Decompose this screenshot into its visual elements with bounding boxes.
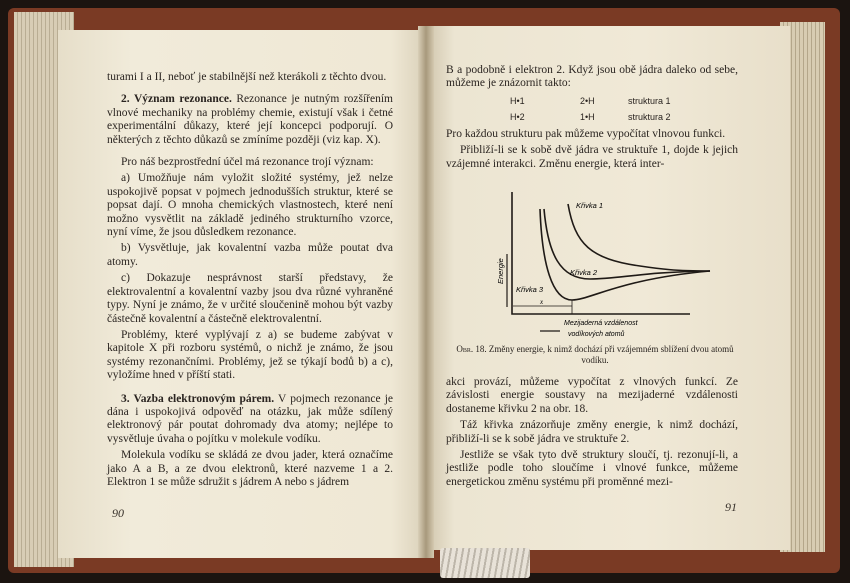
structure-label: struktura 1 xyxy=(628,96,671,106)
distance-label: x xyxy=(540,298,544,306)
paragraph: b) Vysvětluje, jak kovalentní vazba může poutat dva atomy. xyxy=(107,242,393,268)
paragraph-body: Rezonance je nutným rozšířením vlnové mechaniky na problémy chemie, existují však i četné experimentální důkazy, které její koncepci podporují. O některých z těchto důkazů se zmíníme později (viz kap. X). xyxy=(107,93,394,146)
paragraph: Táž křivka znázorňuje změny energie, k nimž dochází, přibliží-li se k sobě jádra ve struktuře 2. xyxy=(446,419,738,445)
paragraph-significance xyxy=(107,93,393,147)
structure-right: 1•H xyxy=(580,112,595,122)
curve-2 xyxy=(544,209,710,279)
book-gutter xyxy=(418,26,434,558)
bookmark-ribbon xyxy=(440,548,530,578)
structure-label: struktura 2 xyxy=(628,112,671,122)
x-axis-label-2: vodíkových atomů xyxy=(568,331,625,338)
paragraph: B a podobně i elektron 2. Když jsou obě jádra daleko od sebe, můžeme je znázornit takto: xyxy=(446,64,738,90)
structure-left: H•2 xyxy=(510,112,525,122)
paragraph: Problémy, které vyplývají z a) se budeme zabývat v kapitole X při rozboru systémů, o nichž je známo, že jsou systémy rezonančními. Problémy, jež se týkají bodů b) a c), vyložíme hned v příští stati. xyxy=(107,328,393,382)
paragraph: Molekula vodíku se skládá ze dvou jader, která označíme jako A a B, a ze dvou elektronů, které nazveme 1 a 2. Elektron 1 se může sdružit s jádrem A nebo s jádrem xyxy=(107,449,393,488)
curve-label: Křivka 1 xyxy=(576,201,604,210)
paragraph: Jestliže se však tyto dvě struktury sloučí, tj. rezonují-li, a jestliže podle toho sloučíme i vlnové funkce, můžeme energetickou změnu systému při proměnné mezi- xyxy=(446,449,738,488)
paragraph: c) Dokazuje nesprávnost starší představy, že elektrovalentní a kovalentní vazby jsou dva různé vyhraněné typy. Nyní je známo, že v určité sloučenině mohou být vazby částečně kovalentní a částečně elektrovalentní. xyxy=(107,272,393,325)
curve-label: Křivka 2 xyxy=(570,268,598,277)
page-number-left: 90 xyxy=(112,506,124,520)
right-page-top-text xyxy=(446,128,738,174)
paragraph: Pro náš bezprostřední účel má rezonance trojí význam: xyxy=(121,156,374,169)
paragraph: Přibliží-li se k sobě dvě jádra ve struktuře 1, dojde k jejich vzájemné interakci. Změnu energie, která inter- xyxy=(446,144,738,170)
curve-3 xyxy=(540,209,710,300)
curve-1 xyxy=(568,204,710,271)
paragraph: akci provází, můžeme vypočítat z vlnových funkcí. Ze závislosti energie soustavy na mezijaderné vzdálenosti dostaneme křivku 2 na obr. 18. xyxy=(446,376,738,415)
left-page-text xyxy=(107,71,393,492)
figure-axes xyxy=(512,192,690,314)
caption-prefix: Obr. 18. xyxy=(456,344,487,354)
right-page-bottom-text xyxy=(446,376,738,492)
structure-left: H•1 xyxy=(510,96,525,106)
paragraph-electron-pair xyxy=(107,393,393,447)
x-axis-label: Mezijaderná vzdálenost xyxy=(564,320,638,327)
section-heading: 2. Význam rezonance. xyxy=(121,93,232,106)
paragraph: Pro každou strukturu pak můžeme vypočítat vlnovou funkci. xyxy=(446,128,726,140)
paragraph: turami I a II, neboť je stabilnější než kterákoli z těchto dvou. xyxy=(107,71,387,83)
figure-caption xyxy=(450,344,740,366)
right-page-intro xyxy=(446,64,738,94)
structure-right: 2•H xyxy=(580,96,595,106)
section-heading: 3. Vazba elektronovým párem. xyxy=(121,392,275,405)
page-number-right: 91 xyxy=(725,500,737,514)
paragraph: a) Umožňuje nám vyložit složité systémy, jež nelze uspokojivě popsat v pojmech jednodušších struktur, které se popsat dají. O mnoha chemických vlastnostech, které není možno vysvětlit na základě jediného strukturního vzorce, nyní víme, že jsou důsledkem rezonance. xyxy=(107,172,393,239)
paragraph-body: V pojmech rezonance je dána i uspokojivá odpověď na otázku, jak může sdílený elektronový pár poutat dohromady dva atomy; nejlépe to vysvětluje úvaha o pojítku v molekule vodíku. xyxy=(107,392,393,445)
energy-curve-figure xyxy=(480,186,720,340)
y-axis-label: Energie xyxy=(496,258,505,284)
caption-text: Změny energie, k nimž dochází při vzájemném sblížení dvou atomů vodíku. xyxy=(488,344,734,365)
curve-label: Křivka 3 xyxy=(516,285,544,294)
